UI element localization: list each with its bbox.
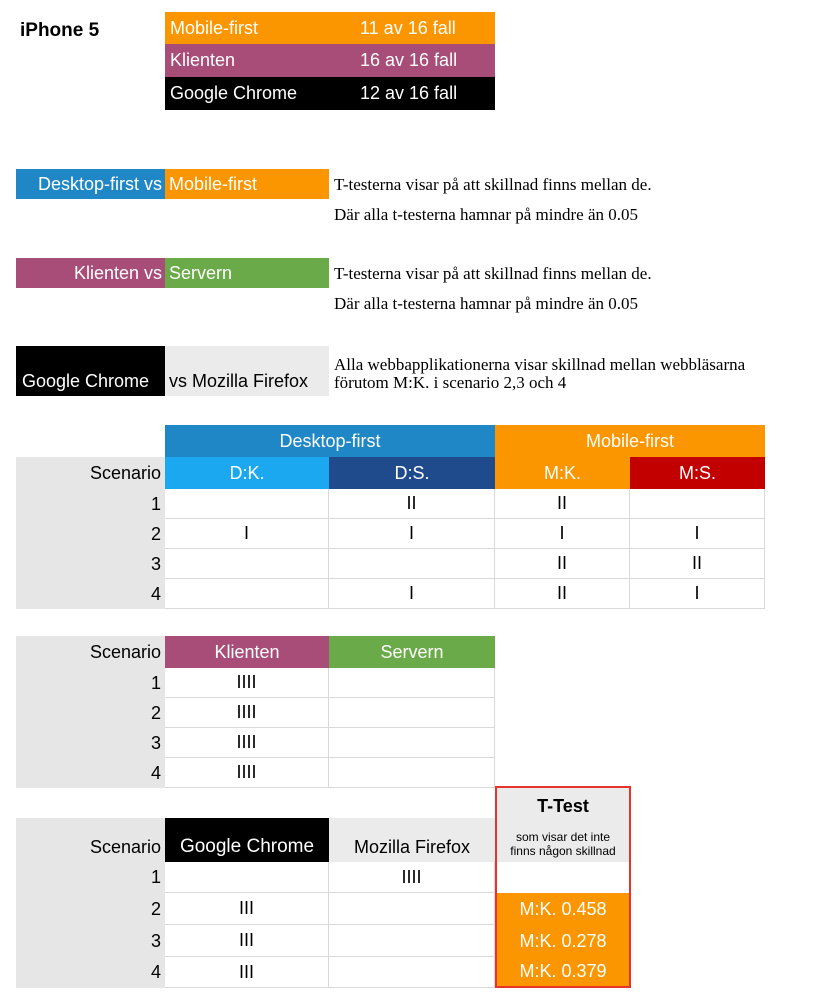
table-cell: IIII bbox=[165, 698, 329, 728]
comparison-note-line: T-testerna visar på att skillnad finns mellan de. bbox=[334, 264, 652, 283]
table-cell: III bbox=[165, 893, 329, 925]
ttest-panel bbox=[495, 786, 631, 988]
table-cell bbox=[329, 698, 495, 728]
table-cell: III bbox=[165, 957, 329, 988]
scenario-cell: 2 bbox=[16, 893, 165, 925]
column-header-ds: D:S. bbox=[329, 457, 495, 489]
ttest-cell: M:K. 0.458 bbox=[497, 893, 629, 925]
column-header-mozilla-firefox: Mozilla Firefox bbox=[329, 818, 495, 862]
summary-value: 16 av 16 fall bbox=[360, 50, 458, 70]
table-cell: I bbox=[495, 519, 630, 549]
table-cell bbox=[165, 862, 329, 893]
comparison-note-line: Alla webbapplikationerna visar skillnad mellan webbläsarna bbox=[334, 355, 746, 374]
table-cell: IIII bbox=[165, 758, 329, 788]
scenario-cell: 3 bbox=[16, 549, 165, 579]
scenario-cell: 1 bbox=[16, 862, 165, 893]
scenario-header: Scenario bbox=[16, 636, 165, 668]
column-header-dk: D:K. bbox=[165, 457, 329, 489]
table-cell bbox=[329, 549, 495, 579]
ttest-title: T-Test bbox=[497, 788, 629, 824]
summary-value: 12 av 16 fall bbox=[360, 83, 458, 103]
comparison-note-line: förutom M:K. i scenario 2,3 och 4 bbox=[334, 373, 567, 392]
table-cell: IIII bbox=[165, 728, 329, 758]
group-header-mobile-first: Mobile-first bbox=[495, 425, 765, 457]
table-cell bbox=[165, 579, 329, 609]
table-cell: IIII bbox=[329, 862, 495, 893]
comparison-mobile-first-label: Mobile-first bbox=[165, 169, 329, 199]
scenario-cell: 2 bbox=[16, 698, 165, 728]
scenario-header: Scenario bbox=[16, 818, 165, 862]
column-header-klienten: Klienten bbox=[165, 636, 329, 668]
table-cell: I bbox=[329, 579, 495, 609]
column-header-servern: Servern bbox=[329, 636, 495, 668]
summary-row-google-chrome bbox=[165, 77, 495, 110]
table-cell bbox=[165, 549, 329, 579]
summary-label: Klienten bbox=[170, 50, 236, 70]
comparison-desktop-first-label: Desktop-first vs bbox=[16, 169, 165, 199]
scenario-cell: 3 bbox=[16, 728, 165, 758]
column-header-google-chrome: Google Chrome bbox=[165, 818, 329, 862]
table-cell: II bbox=[630, 549, 765, 579]
table-cell: II bbox=[329, 489, 495, 519]
table-cell bbox=[329, 728, 495, 758]
scenario-cell: 1 bbox=[16, 668, 165, 698]
table-cell bbox=[329, 925, 495, 957]
scenario-cell: 4 bbox=[16, 957, 165, 988]
page-title: iPhone 5 bbox=[20, 20, 100, 41]
table-cell bbox=[329, 893, 495, 925]
comparison-note-line: Där alla t-testerna hamnar på mindre än 0.05 bbox=[334, 205, 638, 224]
table-cell bbox=[165, 489, 329, 519]
table-cell bbox=[329, 957, 495, 988]
group-header-desktop-first: Desktop-first bbox=[165, 425, 495, 457]
summary-legend bbox=[165, 12, 495, 110]
table-cell: I bbox=[630, 519, 765, 549]
summary-label: Mobile-first bbox=[170, 17, 259, 38]
scenario-cell: 4 bbox=[16, 758, 165, 788]
comparison-note-line: Där alla t-testerna hamnar på mindre än 0.05 bbox=[334, 294, 638, 313]
table-cell: I bbox=[165, 519, 329, 549]
table-cell: I bbox=[329, 519, 495, 549]
comparison-note-line: T-testerna visar på att skillnad finns mellan de. bbox=[334, 175, 652, 194]
ttest-subtitle: som visar det inte finns någon skillnad bbox=[497, 824, 629, 862]
ttest-cell: M:K. 0.278 bbox=[497, 925, 629, 957]
column-header-mk: M:K. bbox=[495, 457, 630, 489]
scenario-cell: 4 bbox=[16, 579, 165, 609]
table-cell: II bbox=[495, 579, 630, 609]
ttest-cell: M:K. 0.379 bbox=[497, 957, 629, 986]
table-cell: IIII bbox=[165, 668, 329, 698]
scenario-cell: 1 bbox=[16, 489, 165, 519]
summary-label: Google Chrome bbox=[170, 83, 298, 103]
summary-row-mobile-first bbox=[165, 12, 495, 44]
table-cell bbox=[329, 758, 495, 788]
scenario-cell: 2 bbox=[16, 519, 165, 549]
summary-value: 11 av 16 fall bbox=[360, 17, 456, 38]
scenario-cell: 3 bbox=[16, 925, 165, 957]
table-cell: I bbox=[630, 579, 765, 609]
table-cell bbox=[630, 489, 765, 519]
scenario-header: Scenario bbox=[16, 457, 165, 489]
comparison-klienten-label: Klienten vs bbox=[16, 258, 165, 288]
comparison-firefox-label: vs Mozilla Firefox bbox=[165, 346, 329, 396]
comparison-google-chrome-label: Google Chrome bbox=[16, 346, 165, 396]
table-cell bbox=[329, 668, 495, 698]
ttest-cell bbox=[497, 862, 629, 893]
table-cell: III bbox=[165, 925, 329, 957]
summary-row-klienten bbox=[165, 44, 495, 77]
table-cell: II bbox=[495, 549, 630, 579]
column-header-ms: M:S. bbox=[630, 457, 765, 489]
comparison-servern-label: Servern bbox=[165, 258, 329, 288]
table-cell: II bbox=[495, 489, 630, 519]
